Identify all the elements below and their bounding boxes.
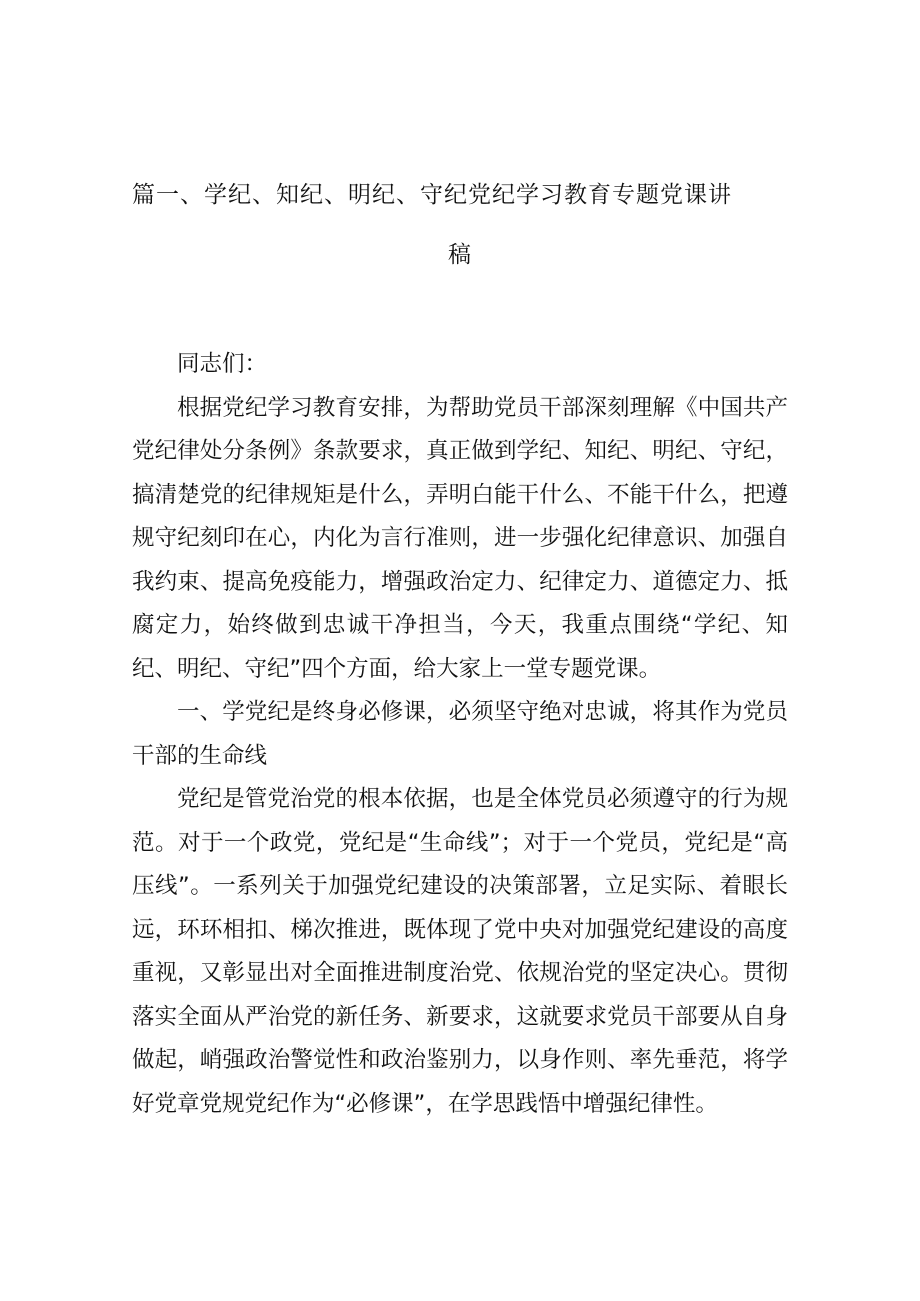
paragraph-section-1: 党纪是管党治党的根本依据，也是全体党员必须遵守的行为规范。对于一个政党，党纪是“生命线”；对于一个党员，党纪是“高压线”。一系列关于加强党纪建设的决策部署，立足实际、着眼长远，环环相扣、梯次推进，既体现了党中央对加强党纪建设的高度重视，又彰显出对全面推进制度治党、依规治党的坚定决心。贯彻落实全面从严治党的新任务、新要求，这就要求党员干部要从自身做起，峭强政治警觉性和政治鉴别力，以身作则、率先垂范，将学好党章党规党纪作为“必修课”，在学思践悟中增强纪律性。 — [132, 786, 788, 1117]
greeting: 同志们： — [177, 351, 268, 377]
document-title-line1: 篇一、学纪、知纪、明纪、守纪党纪学习教育专题党课讲 — [132, 182, 732, 208]
section-heading-1: 一、学党纪是终身必修课，必须坚守绝对忠诚，将其作为党员干部的生命线 — [132, 699, 788, 769]
paragraph-intro: 根据党纪学习教育安排，为帮助党员干部深刻理解《中国共产党纪律处分条例》条款要求，真正做到学纪、知纪、明纪、守纪，搞清楚党的纪律规矩是什么，弄明白能干什么、不能干什么，把遵规守纪刻印在心，内化为言行准则，进一步强化纪律意识、加强自我约束、提高免疫能力，增强政治定力、纪律定力、道德定力、抵腐定力，始终做到忠诚干净担当，今天，我重点围绕“学纪、知纪、明纪、守纪”四个方面，给大家上一堂专题党课。 — [132, 394, 788, 682]
document-body — [132, 343, 788, 1126]
document-title-line2: 稿 — [448, 242, 472, 268]
